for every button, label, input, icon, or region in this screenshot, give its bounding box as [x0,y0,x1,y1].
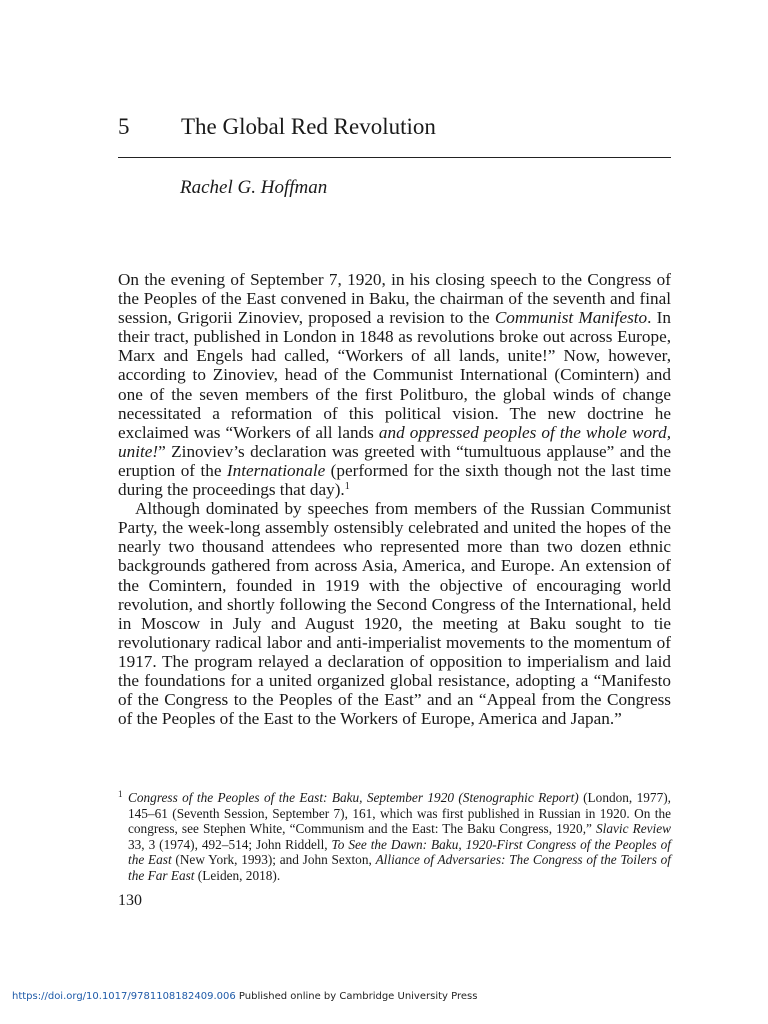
footnote-text-3: (New York, 1993); and John Sexton, [171,852,376,867]
p1-italic-c: Internationale [226,460,326,480]
footnote-citation-1: Congress of the Peoples of the East: Baku, September 1920 (Stenographic Report) [128,790,579,805]
footnote-text-4: (Leiden, 2018). [194,867,281,883]
chapter-number: 5 [118,114,130,139]
body-text [118,270,671,728]
footnote-citation-4: Alliance of Adversaries: The Congress of the Toilers of the Far East [128,852,671,883]
heading-rule [118,157,671,158]
doi-link[interactable]: https://doi.org/10.1017/9781108182409.006 [12,991,236,1002]
paragraph-2: Although dominated by speeches from members of the Russian Communist Party, the week-long assembly ostensibly celebrated and united the hopes of the nearly two thousand attendees who represented more than two dozen ethnic backgrounds gathered from across Asia, America, and Europe. An extension of the Comintern, founded in 1919 with the objective of encouraging world revolution, and shortly following the Second Congress of the International, held in Moscow in July and August 1920, the meeting at Baku sought to tie revolutionary radical labor and anti-imperialist movements to the momentum of 1917. The program relayed a declaration of opposition to imperialism and laid the foundations for a united organized global resistance, adopting a “Manifesto of the Congress to the Peoples of the East” and an “Appeal from the Congress of the Peoples of the East to the Workers of Europe, America and Japan.” [118,499,671,729]
footnote-citation-3: To See the Dawn: Baku, 1920-First Congress of the Peoples of the East [128,836,671,867]
doi-footer [12,991,477,1002]
chapter-author: Rachel G. Hoffman [180,177,328,198]
publisher-note: Published online by Cambridge University Press [235,991,478,1002]
footnote [118,790,671,883]
p1-text-d: (performed for the sixth though not the last time during the proceedings that day). [118,460,672,500]
footnote-text-2: 33, 3 (1974), 492–514; John Riddell, [128,836,332,852]
footnote-reference[interactable]: 1 [344,481,350,493]
footnote-citation-2: Slavic Review [596,821,671,836]
footnote-text-1: (London, 1977), 145–61 (Seventh Session, September 7), 161, which was first published in Russian in 1920. On the congress, see Stephen White, “Communism and the East: The Baku Congress, 1920,” [128,790,671,836]
p1-italic-a: Communist Manifesto [494,308,648,328]
footnote-mark: 1 [118,789,123,799]
p1-text-a: On the evening of September 7, 1920, in his closing speech to the Congress of the Peoples of the East convened in Baku, the chairman of the seventh and final session, Grigorii Zinoviev, proposed a revision to the [118,270,671,328]
page-number: 130 [118,892,142,909]
p1-text-c: ” Zinoviev’s declaration was greeted with “tumultuous applause” and the eruption of the [118,441,671,480]
chapter-title: The Global Red Revolution [181,114,436,139]
p1-text-b: . In their tract, published in London in 1848 as revolutions broke out across Europe, Marx and Engels had called, “Workers of all lands, unite!” Now, however, according to Zinoviev, head of the Communist International (Comintern) and one of the seven members of the first Politburo, the global winds of change necessitated a reformation of this political vision. The new doctrine he exclaimed was “Workers of all lands [118,308,671,442]
paragraph-1 [118,270,671,499]
p1-italic-b: and oppressed peoples of the whole word, unite! [118,422,671,461]
